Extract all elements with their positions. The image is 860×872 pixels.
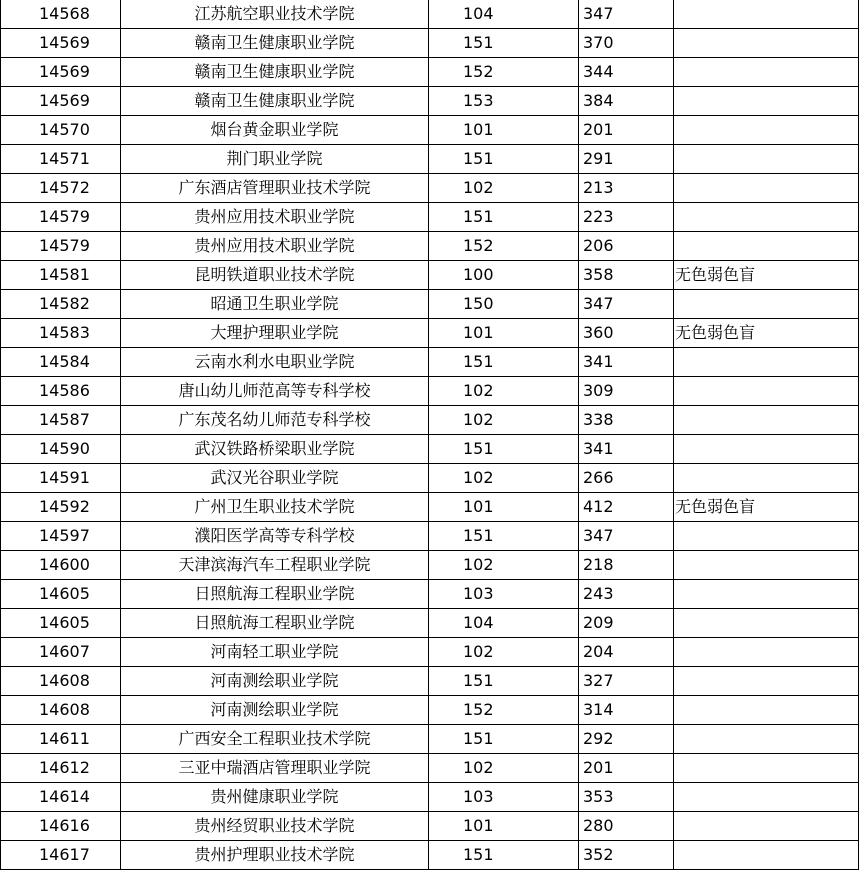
school-code-cell: 14607 [1, 638, 121, 667]
note-cell [674, 609, 859, 638]
table-row [1, 841, 859, 870]
note-cell: 无色弱色盲 [674, 493, 859, 522]
note-cell [674, 783, 859, 812]
school-code-cell: 14583 [1, 319, 121, 348]
school-name-cell: 广州卫生职业技术学院 [121, 493, 429, 522]
major-group-cell: 153 [429, 87, 579, 116]
table-row [1, 348, 859, 377]
score-cell: 370 [579, 29, 674, 58]
major-group-cell: 102 [429, 174, 579, 203]
school-code-cell: 14569 [1, 87, 121, 116]
note-cell [674, 696, 859, 725]
note-cell [674, 435, 859, 464]
major-group-cell: 104 [429, 609, 579, 638]
school-name-cell: 武汉铁路桥梁职业学院 [121, 435, 429, 464]
table-body [1, 0, 859, 870]
score-cell: 338 [579, 406, 674, 435]
score-cell: 347 [579, 0, 674, 29]
school-name-cell: 河南轻工职业学院 [121, 638, 429, 667]
table-row [1, 696, 859, 725]
school-code-cell: 14605 [1, 609, 121, 638]
score-cell: 243 [579, 580, 674, 609]
school-name-cell: 昭通卫生职业学院 [121, 290, 429, 319]
note-cell [674, 522, 859, 551]
major-group-cell: 102 [429, 464, 579, 493]
score-cell: 266 [579, 464, 674, 493]
school-name-cell: 濮阳医学高等专科学校 [121, 522, 429, 551]
table-row [1, 812, 859, 841]
note-cell [674, 29, 859, 58]
score-cell: 353 [579, 783, 674, 812]
table-row [1, 754, 859, 783]
note-cell [674, 174, 859, 203]
table-row [1, 29, 859, 58]
major-group-cell: 152 [429, 696, 579, 725]
major-group-cell: 151 [429, 203, 579, 232]
school-name-cell: 贵州健康职业学院 [121, 783, 429, 812]
note-cell [674, 725, 859, 754]
table-row [1, 783, 859, 812]
note-cell [674, 551, 859, 580]
table-row [1, 58, 859, 87]
school-code-cell: 14579 [1, 203, 121, 232]
school-code-cell: 14616 [1, 812, 121, 841]
score-cell: 201 [579, 754, 674, 783]
score-cell: 360 [579, 319, 674, 348]
table-row [1, 174, 859, 203]
note-cell [674, 377, 859, 406]
school-name-cell: 江苏航空职业技术学院 [121, 0, 429, 29]
table-row [1, 203, 859, 232]
school-code-cell: 14591 [1, 464, 121, 493]
major-group-cell: 152 [429, 232, 579, 261]
school-code-cell: 14570 [1, 116, 121, 145]
major-group-cell: 101 [429, 116, 579, 145]
score-cell: 314 [579, 696, 674, 725]
major-group-cell: 151 [429, 145, 579, 174]
table-row [1, 725, 859, 754]
school-name-cell: 贵州应用技术职业学院 [121, 203, 429, 232]
note-cell [674, 638, 859, 667]
major-group-cell: 151 [429, 841, 579, 870]
school-name-cell: 天津滨海汽车工程职业学院 [121, 551, 429, 580]
table-row [1, 609, 859, 638]
major-group-cell: 100 [429, 261, 579, 290]
school-code-cell: 14611 [1, 725, 121, 754]
school-name-cell: 荆门职业学院 [121, 145, 429, 174]
school-name-cell: 昆明铁道职业技术学院 [121, 261, 429, 290]
major-group-cell: 151 [429, 348, 579, 377]
table-row [1, 522, 859, 551]
major-group-cell: 102 [429, 638, 579, 667]
school-name-cell: 广西安全工程职业技术学院 [121, 725, 429, 754]
school-name-cell: 武汉光谷职业学院 [121, 464, 429, 493]
table-row [1, 319, 859, 348]
note-cell [674, 348, 859, 377]
school-name-cell: 广东茂名幼儿师范专科学校 [121, 406, 429, 435]
note-cell [674, 406, 859, 435]
table-row [1, 406, 859, 435]
note-cell [674, 0, 859, 29]
table-row [1, 667, 859, 696]
score-cell: 291 [579, 145, 674, 174]
major-group-cell: 150 [429, 290, 579, 319]
school-code-cell: 14612 [1, 754, 121, 783]
score-cell: 358 [579, 261, 674, 290]
note-cell [674, 116, 859, 145]
school-name-cell: 贵州护理职业技术学院 [121, 841, 429, 870]
note-cell [674, 754, 859, 783]
major-group-cell: 103 [429, 783, 579, 812]
school-name-cell: 唐山幼儿师范高等专科学校 [121, 377, 429, 406]
table-row [1, 145, 859, 174]
score-cell: 347 [579, 522, 674, 551]
major-group-cell: 102 [429, 377, 579, 406]
school-name-cell: 河南测绘职业学院 [121, 696, 429, 725]
note-cell [674, 580, 859, 609]
school-code-cell: 14569 [1, 29, 121, 58]
school-code-cell: 14568 [1, 0, 121, 29]
table-row [1, 551, 859, 580]
score-cell: 280 [579, 812, 674, 841]
school-code-cell: 14581 [1, 261, 121, 290]
score-cell: 341 [579, 348, 674, 377]
school-code-cell: 14592 [1, 493, 121, 522]
major-group-cell: 151 [429, 725, 579, 754]
table-row [1, 116, 859, 145]
score-cell: 344 [579, 58, 674, 87]
score-cell: 384 [579, 87, 674, 116]
table-row [1, 290, 859, 319]
score-cell: 223 [579, 203, 674, 232]
score-cell: 204 [579, 638, 674, 667]
note-cell: 无色弱色盲 [674, 319, 859, 348]
school-name-cell: 河南测绘职业学院 [121, 667, 429, 696]
major-group-cell: 104 [429, 0, 579, 29]
school-name-cell: 烟台黄金职业学院 [121, 116, 429, 145]
table-row [1, 435, 859, 464]
score-cell: 292 [579, 725, 674, 754]
note-cell [674, 290, 859, 319]
school-code-cell: 14579 [1, 232, 121, 261]
school-code-cell: 14614 [1, 783, 121, 812]
school-code-cell: 14572 [1, 174, 121, 203]
school-name-cell: 三亚中瑞酒店管理职业学院 [121, 754, 429, 783]
note-cell [674, 232, 859, 261]
table-row [1, 87, 859, 116]
note-cell [674, 145, 859, 174]
school-code-cell: 14600 [1, 551, 121, 580]
school-name-cell: 广东酒店管理职业技术学院 [121, 174, 429, 203]
note-cell [674, 667, 859, 696]
school-name-cell: 大理护理职业学院 [121, 319, 429, 348]
score-cell: 209 [579, 609, 674, 638]
table-row [1, 580, 859, 609]
school-name-cell: 贵州应用技术职业学院 [121, 232, 429, 261]
score-cell: 341 [579, 435, 674, 464]
school-name-cell: 日照航海工程职业学院 [121, 580, 429, 609]
school-code-cell: 14571 [1, 145, 121, 174]
table-row [1, 232, 859, 261]
school-name-cell: 日照航海工程职业学院 [121, 609, 429, 638]
major-group-cell: 102 [429, 754, 579, 783]
school-code-cell: 14569 [1, 58, 121, 87]
note-cell [674, 841, 859, 870]
school-code-cell: 14608 [1, 667, 121, 696]
score-cell: 327 [579, 667, 674, 696]
school-code-cell: 14587 [1, 406, 121, 435]
table-row [1, 493, 859, 522]
school-code-cell: 14605 [1, 580, 121, 609]
school-code-cell: 14617 [1, 841, 121, 870]
school-name-cell: 云南水利水电职业学院 [121, 348, 429, 377]
score-cell: 218 [579, 551, 674, 580]
score-cell: 213 [579, 174, 674, 203]
school-code-cell: 14586 [1, 377, 121, 406]
score-cell: 347 [579, 290, 674, 319]
major-group-cell: 102 [429, 551, 579, 580]
major-group-cell: 102 [429, 406, 579, 435]
score-cell: 201 [579, 116, 674, 145]
major-group-cell: 151 [429, 667, 579, 696]
school-code-cell: 14597 [1, 522, 121, 551]
table-row [1, 377, 859, 406]
note-cell [674, 464, 859, 493]
major-group-cell: 152 [429, 58, 579, 87]
major-group-cell: 151 [429, 435, 579, 464]
school-code-cell: 14608 [1, 696, 121, 725]
note-cell [674, 87, 859, 116]
table-row [1, 464, 859, 493]
major-group-cell: 103 [429, 580, 579, 609]
major-group-cell: 151 [429, 522, 579, 551]
school-name-cell: 赣南卫生健康职业学院 [121, 58, 429, 87]
score-cell: 309 [579, 377, 674, 406]
score-cell: 352 [579, 841, 674, 870]
major-group-cell: 151 [429, 29, 579, 58]
table-row [1, 638, 859, 667]
school-name-cell: 赣南卫生健康职业学院 [121, 29, 429, 58]
note-cell [674, 812, 859, 841]
school-name-cell: 贵州经贸职业技术学院 [121, 812, 429, 841]
major-group-cell: 101 [429, 493, 579, 522]
major-group-cell: 101 [429, 812, 579, 841]
school-code-cell: 14582 [1, 290, 121, 319]
note-cell: 无色弱色盲 [674, 261, 859, 290]
major-group-cell: 101 [429, 319, 579, 348]
score-cell: 412 [579, 493, 674, 522]
school-name-cell: 赣南卫生健康职业学院 [121, 87, 429, 116]
note-cell [674, 58, 859, 87]
table-row [1, 0, 859, 29]
note-cell [674, 203, 859, 232]
table-row [1, 261, 859, 290]
school-code-cell: 14584 [1, 348, 121, 377]
school-code-cell: 14590 [1, 435, 121, 464]
score-cell: 206 [579, 232, 674, 261]
